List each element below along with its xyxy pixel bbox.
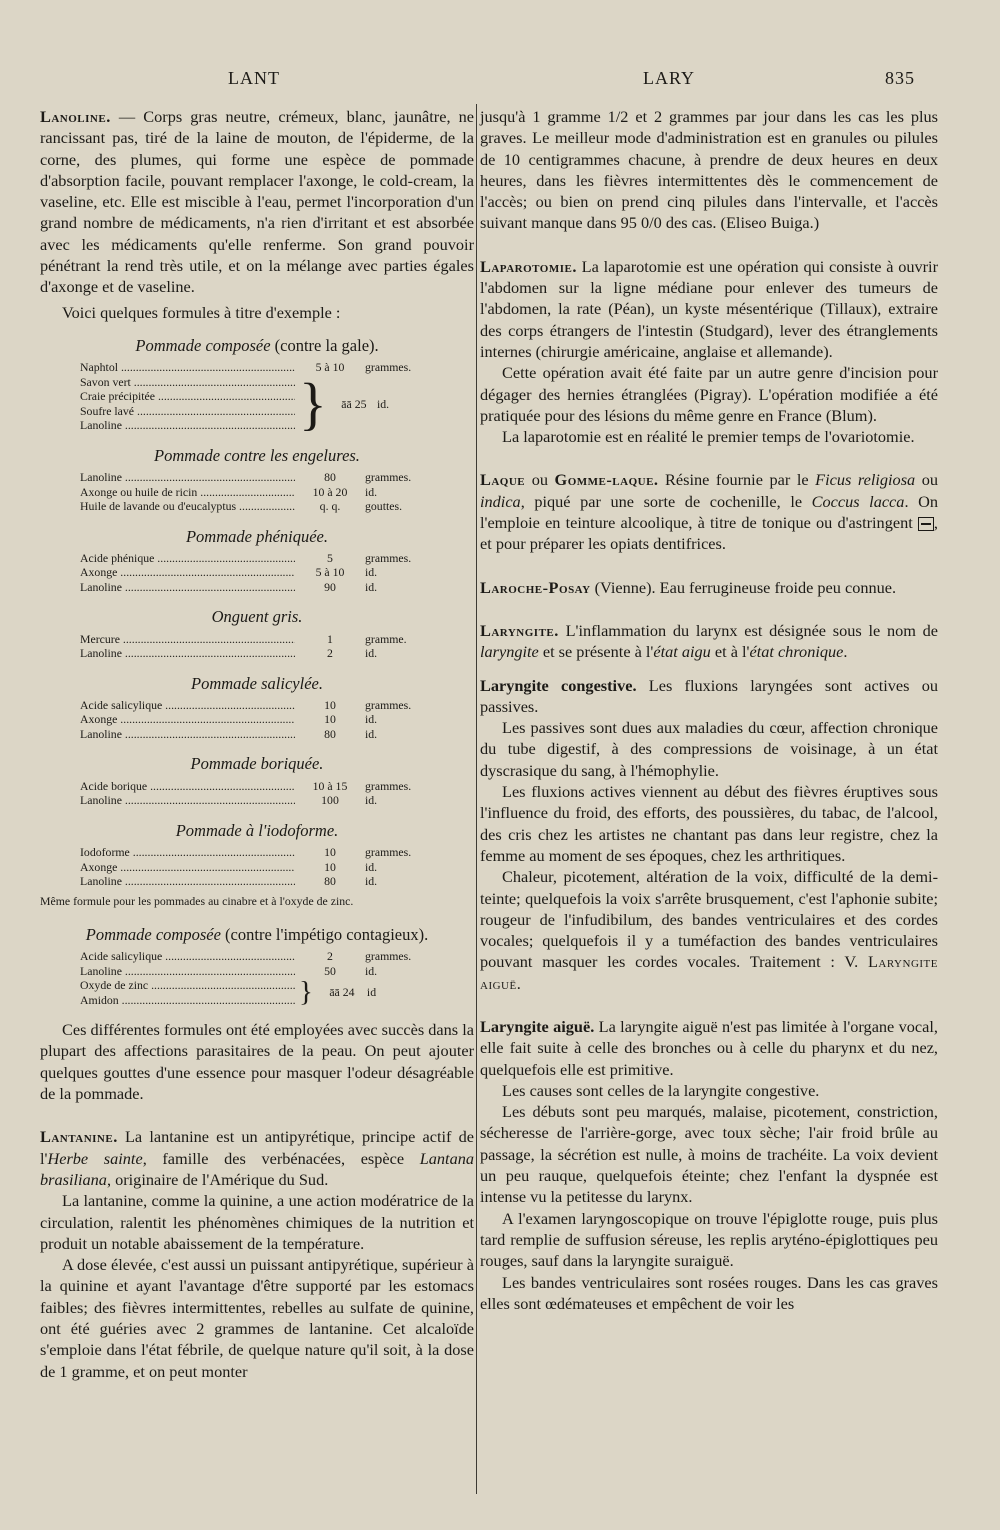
formula-row: [80, 646, 460, 661]
ingredient-unit: gramme.: [365, 631, 407, 646]
ingredient-name: Oxyde de zinc .....: [80, 978, 295, 993]
subentry-laryngite-congestive: Laryngite congestive. Les fluxions laryngées sont actives ou passives.: [480, 675, 938, 716]
ingredient-name: Lanoline .....: [80, 580, 295, 595]
group-unit: id.: [376, 396, 390, 411]
ingredient-unit: id.: [365, 963, 378, 978]
group-ingredients: [80, 375, 295, 433]
paragraph: Les causes sont celles de la laryngite congestive.: [502, 1080, 820, 1100]
ingredient-unit: grammes.: [365, 360, 412, 375]
formulas-intro: Voici quelques formules à titre d'exemple :: [62, 302, 341, 322]
ingredient-quantity: 5 à 10: [315, 565, 345, 580]
formula-note: (contre la gale).: [270, 335, 379, 355]
group-quantity: āā 25: [341, 396, 367, 411]
formula-footnote: Même formule pour les pommades au cinabre et à l'oxyde de zinc.: [40, 893, 354, 908]
formula-row: [80, 632, 460, 647]
ingredient-quantity: 100: [321, 793, 339, 808]
ingredient-name: Mercure .....: [80, 632, 295, 647]
paragraph: A l'examen laryngoscopique on trouve l'épiglotte rouge, puis plus tard remplie de suffusion séreuse, les replis aryténo-épiglottiques peu rouges, sauf dans la laryngite suraiguë.: [480, 1208, 938, 1271]
formula-name: Pommade composée: [135, 335, 271, 355]
ingredient-unit: id.: [365, 565, 378, 580]
ingredient-quantity: 10 à 15: [312, 778, 348, 793]
ingredient-unit: grammes.: [365, 697, 412, 712]
ingredient-unit: id.: [365, 859, 378, 874]
entry-laque: Laque ou Gomme-laque. Résine fournie par le Ficus religiosa ou indica, piqué par une sorte de cochenille, le Coccus lacca. On l'emploie en teinture alcoolique, à titre de tonique ou d'astringent , et pour préparer les opiats dentifrices.: [480, 470, 939, 554]
ingredient-name: Axonge .....: [80, 712, 295, 727]
entry-lanoline: [40, 106, 474, 298]
entry-head: Gomme-laque.: [554, 470, 659, 490]
formula-row: [80, 860, 460, 875]
ingredient-quantity: 90: [324, 579, 336, 594]
paragraph: Les fluxions actives viennent au début des fièvres éruptives sous l'influence du froid, des efforts, des poussières, du tabac, de l'alcool, des cris chez les artistes ne chantant pas dans leur registre, chez la femme au moment de ses époques, chez les arthritiques.: [480, 782, 938, 865]
ingredient-unit: grammes.: [365, 949, 412, 964]
left-column: [40, 106, 474, 1382]
continuation-paragraph: jusqu'à 1 gramme 1/2 et 2 grammes par jour dans les cas les plus graves. Le meilleur mode d'administration est en granules ou pilules de 10 centigrammes chacune, à prendre de deux heures en deux heures, dans les fièvres intermittentes dès le commencement de l'accès; ou bien on prend cinq pilules dans l'intervalle, et l'accès suivant manque dans 95 0/0 des cas. (Eliseo Buiga.): [480, 107, 938, 233]
formula-table: [80, 632, 460, 661]
ingredient-unit: id.: [365, 712, 378, 727]
formula-name: Pommade à l'iodoforme.: [175, 820, 339, 840]
formula-row: [80, 845, 460, 860]
formula-name: Pommade boriquée.: [190, 754, 324, 774]
paragraph: Les passives sont dues aux maladies du cœur, affection chronique du tube digestif, à des compressions de voisinage, à un état dyscrasique du sang, à l'hémophylie.: [480, 718, 938, 780]
formula-note: (contre l'impétigo contagieux).: [220, 924, 429, 944]
paragraph: Les bandes ventriculaires sont rosées rouges. Dans les cas graves elles sont œdémateuses et empêchent de voir les: [480, 1272, 938, 1313]
ingredient-quantity: 50: [324, 963, 336, 978]
formula-name: Pommade phéniquée.: [185, 526, 329, 546]
ingredient-quantity: 80: [324, 470, 336, 485]
entry-body: — Corps gras neutre, crémeux, blanc, jaunâtre, ne rancissant pas, tiré de la laine de mouton, de l'épiderme, de la corne, des plumes, qui forme une espèce de pommade d'absorption facile, pouvant remplacer l'axonge, le cold-cream, la vaseline, etc. Elle est miscible à l'eau, permet l'incorporation d'un grand nombre de médicaments, n'a rien d'irritant et est absorbée avec les médicaments qu'elle renferme. Son grand pouvoir pénétrant la rend très utile, et on la mélange avec parties égales d'axonge et de vaseline.: [40, 107, 474, 297]
formula-title: [40, 606, 474, 627]
ingredient-quantity: 80: [324, 726, 336, 741]
ingredient-quantity: q. q.: [319, 499, 341, 514]
formula-table: [80, 845, 460, 889]
ingredient-name: Lanoline .....: [80, 418, 295, 433]
right-column: [480, 106, 938, 1314]
ingredient-unit: id.: [365, 874, 378, 889]
ingredient-unit: id.: [365, 646, 378, 661]
ingredient-unit: grammes.: [365, 470, 412, 485]
formula-row: [80, 580, 460, 595]
ingredient-name: Soufre lavé .....: [80, 404, 295, 419]
subentry-laryngite-aigue: Laryngite aiguë. La laryngite aiguë n'est pas limitée à l'organe vocal, elle fait suite à celle des bronches ou à celle du pharynx et du nez, quelquefois elle est primitive.: [480, 1016, 938, 1079]
brace-symbol: }: [299, 370, 327, 436]
ingredient-name: Acide phénique .....: [80, 551, 295, 566]
ingredient-quantity: 2: [327, 646, 333, 661]
formula-row: [80, 551, 460, 566]
subentry-head: Laryngite congestive.: [480, 675, 637, 695]
ingredient-unit: id.: [365, 793, 378, 808]
ingredient-unit: grammes.: [365, 778, 412, 793]
subentry-head: Laryngite aiguë.: [480, 1016, 595, 1036]
formula-table: [80, 779, 460, 808]
formula-table: [80, 360, 460, 436]
entry-lantanine: Lantanine. La lantanine est un antipyrétique, principe actif de l'Herbe sainte, famille des verbénacées, espèce Lantana brasiliana, originaire de l'Amérique du Sud.: [40, 1127, 474, 1189]
ingredient-name: Craie précipitée .....: [80, 389, 295, 404]
ingredient-quantity: 80: [324, 874, 336, 889]
ingredient-unit: gouttes.: [365, 499, 403, 514]
running-head-left: LANT: [228, 68, 280, 88]
entry-head: Laryngite.: [480, 620, 559, 640]
ingredient-name: Savon vert .....: [80, 375, 295, 390]
ingredient-quantity: 1: [327, 631, 333, 646]
ingredient-name: Lanoline .....: [80, 727, 295, 742]
ingredient-unit: id.: [365, 579, 378, 594]
cross-reference: Laryngite aiguë.: [480, 952, 938, 993]
group-ingredients: [80, 978, 295, 1007]
astringent-symbol-icon: [918, 517, 934, 531]
entry-head: Laroche-Posay: [480, 577, 591, 597]
formula-group: [80, 370, 460, 436]
formula-row: [80, 964, 460, 979]
formula-row: [80, 793, 460, 808]
formulas-conclusion: Ces différentes formules ont été employées avec succès dans la plupart des affections parasitaires de la peau. On peut ajouter quelques gouttes d'une essence pour masquer l'odeur désagréable de la pommade.: [40, 1020, 474, 1104]
column-rule: [476, 104, 477, 1494]
ingredient-name: Lanoline .....: [80, 470, 295, 485]
formula-title: [40, 753, 474, 774]
formula-name: Pommade composée: [85, 924, 221, 944]
entry-laryngite: Laryngite. L'inflammation du larynx est désignée sous le nom de laryngite et se présente à l'état aigu et à l'état chronique.: [480, 620, 938, 662]
ingredient-unit: grammes.: [365, 845, 412, 860]
paragraph: Les débuts sont peu marqués, malaise, picotement, constriction, sécheresse de l'arrière-gorge, avec toux sèche; l'air froid brûle au passage, la sécrétion est nulle, à moins de trachéite. La voix devient un peu rauque, quelquefois éteinte; chez l'enfant la dyspnée est intense vu la petitesse du larynx.: [480, 1102, 938, 1207]
entry-laparotomie: Laparotomie. La laparotomie est une opération qui consiste à ouvrir l'abdomen sur la ligne médiane pour enlever des tumeurs de l'abdomen, la rate (Péan), un kyste mésentérique (Tillaux), extraire des corps étrangers de l'intestin (Studgard), lever des étranglements internes (chirurgie américaine, anglaise et allemande).: [480, 256, 938, 361]
formula-title: [40, 924, 474, 945]
brace-symbol: }: [299, 976, 313, 1009]
formula-title: [40, 820, 474, 841]
formula-list: [40, 335, 474, 1007]
ingredient-name: Lanoline .....: [80, 646, 295, 661]
ingredient-name: Axonge .....: [80, 860, 295, 875]
ingredient-name: Huile de lavande ou d'eucalyptus .....: [80, 499, 295, 514]
ingredient-name: Lanoline .....: [80, 793, 295, 808]
formula-table: [80, 551, 460, 595]
formula-name: Onguent gris.: [211, 607, 303, 627]
ingredient-name: Naphtol .....: [80, 360, 295, 375]
paragraph: La lantanine, comme la quinine, a une action modératrice de la circulation, ralentit les phénomènes chimiques de la nutrition et produit un notable abaissement de la température.: [40, 1191, 474, 1253]
paragraph: Chaleur, picotement, altération de la voix, difficulté de la demi-teinte; quelquefois la voix s'arrête brusquement, c'est l'aphonie subite; rougeur de l'infudibilum, des bandes ventriculaires et des cordes vocales; quelquefois il y a tuméfaction des bandes ventriculaires pouvant masquer les cordes vocales. Traitement : V. Laryngite aiguë.: [480, 867, 938, 993]
ingredient-quantity: 10: [324, 712, 336, 727]
ingredient-quantity: 2: [327, 949, 333, 964]
formula-title: [40, 445, 474, 466]
formula-row: [80, 485, 460, 500]
formula-name: Pommade salicylée.: [191, 673, 323, 693]
running-head-right: LARY: [643, 68, 696, 88]
ingredient-quantity: 10 à 20: [312, 484, 348, 499]
formula-row: [80, 949, 460, 964]
formula-row: [80, 874, 460, 889]
formula-name: Pommade contre les engelures.: [154, 445, 360, 465]
ingredient-name: Axonge .....: [80, 565, 295, 580]
formula-group: [80, 978, 460, 1007]
formula-row: [80, 470, 460, 485]
ingredient-name: Acide salicylique .....: [80, 949, 295, 964]
formula-row: [80, 360, 460, 375]
formula-title: [40, 335, 474, 356]
ingredient-unit: id.: [365, 484, 378, 499]
paragraph: La laparotomie est en réalité le premier temps de l'ovariotomie.: [502, 427, 915, 447]
paragraph: A dose élevée, c'est aussi un puissant antipyrétique, supérieur à la quinine et ayant l'avantage d'être supporté par les estomacs faibles; des fièvres intermittentes, rebelles au sulfate de quinine, ont été guéries avec 2 grammes de lantanine. Cet alcaloïde s'emploie dans l'état fébrile, de quelque nature qu'il soit, à la dose de 1 gramme, et on peut monter: [40, 1255, 474, 1381]
page-number: 835: [885, 68, 915, 88]
ingredient-name: Iodoforme .....: [80, 845, 295, 860]
formula-row: [80, 698, 460, 713]
group-quantity: āā 24: [329, 985, 355, 1000]
ingredient-quantity: 10: [324, 845, 336, 860]
ingredient-name: Lanoline .....: [80, 964, 295, 979]
ingredient-unit: id.: [365, 726, 378, 741]
entry-laroche-posay: Laroche-Posay (Vienne). Eau ferrugineuse froide peu connue.: [480, 577, 897, 597]
ingredient-quantity: 10: [324, 859, 336, 874]
entry-head: Lantanine.: [40, 1127, 118, 1147]
entry-head: Laque: [480, 470, 526, 490]
ingredient-unit: grammes.: [365, 550, 412, 565]
entry-head: Lanoline.: [40, 107, 111, 126]
formula-title: [40, 526, 474, 547]
ingredient-name: Amidon .....: [80, 993, 295, 1008]
ingredient-name: Axonge ou huile de ricin .....: [80, 485, 295, 500]
formula-row: [80, 779, 460, 794]
ingredient-quantity: 5 à 10: [315, 360, 345, 375]
ingredient-name: Acide borique .....: [80, 779, 295, 794]
formula-table: [80, 949, 460, 1007]
paragraph: Cette opération avait été faite par un autre genre d'incision pour dégager des hernies étranglées (Pigray). L'opération modifiée a été pratiquée pour des lésions du même genre en France (Blum).: [480, 363, 938, 425]
formula-table: [80, 698, 460, 742]
ingredient-quantity: 10: [324, 697, 336, 712]
ingredient-name: Lanoline .....: [80, 874, 295, 889]
formula-table: [80, 470, 460, 514]
entry-head: Laparotomie.: [480, 256, 577, 276]
formula-row: [80, 727, 460, 742]
formula-title: [40, 673, 474, 694]
ingredient-quantity: 5: [327, 550, 333, 565]
group-unit: id: [366, 985, 377, 1000]
ingredient-name: Acide salicylique .....: [80, 698, 295, 713]
formula-row: [80, 565, 460, 580]
formula-row: [80, 712, 460, 727]
formula-row: [80, 499, 460, 514]
